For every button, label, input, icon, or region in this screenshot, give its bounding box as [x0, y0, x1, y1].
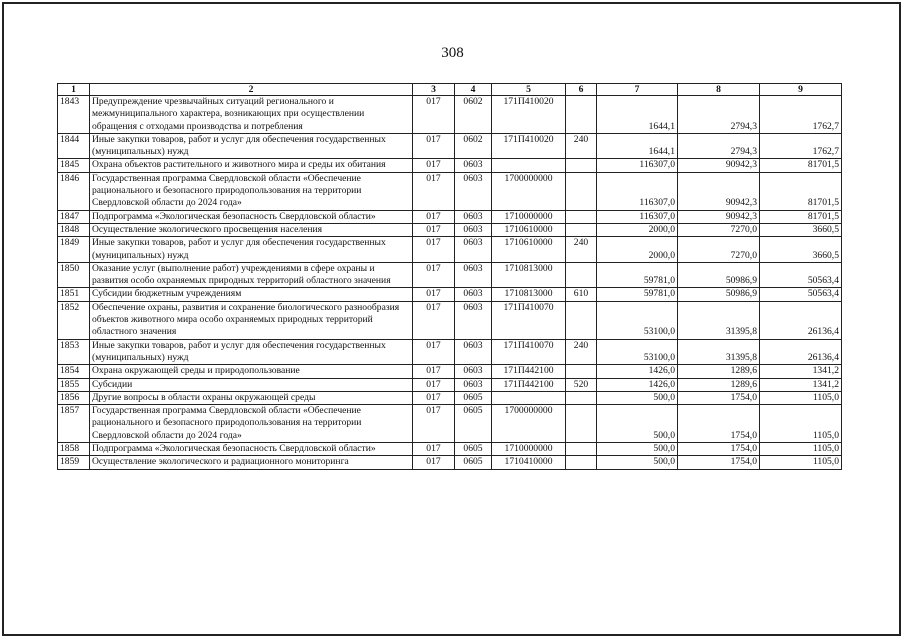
col7-value-cell: 1426,0	[597, 365, 678, 378]
col9-value-cell: 81701,5	[760, 159, 842, 172]
col3-cell: 017	[413, 456, 455, 469]
table-row	[58, 456, 842, 469]
col3-cell: 017	[413, 405, 455, 443]
col4-cell: 0603	[455, 223, 492, 236]
row-name-cell: Оказание услуг (выполнение работ) учреждениями в сфере охраны и развития особо охраняемых природных территорий областного значения	[90, 262, 413, 288]
row-number-cell: 1845	[58, 159, 90, 172]
col5-cell: 171П410070	[492, 301, 566, 339]
row-number-cell: 1858	[58, 443, 90, 456]
col6-cell: 240	[566, 237, 597, 263]
table-row	[58, 262, 842, 288]
col6-cell	[566, 456, 597, 469]
col5-cell: 1710610000	[492, 237, 566, 263]
col6-cell: 610	[566, 288, 597, 301]
row-name-cell: Подпрограмма «Экологическая безопасность Свердловской области»	[90, 443, 413, 456]
col5-cell: 1710813000	[492, 262, 566, 288]
row-name-cell: Субсидии	[90, 378, 413, 391]
col7-value-cell: 500,0	[597, 443, 678, 456]
row-number-cell: 1848	[58, 223, 90, 236]
row-name-cell: Предупреждение чрезвычайных ситуаций регионального и межмуниципального характера, возникающих при осуществлении обращения с отходами производства и потребления	[90, 96, 413, 134]
header-cell: 5	[492, 84, 566, 96]
col7-value-cell: 59781,0	[597, 262, 678, 288]
row-number-cell: 1849	[58, 237, 90, 263]
col4-cell: 0603	[455, 262, 492, 288]
col8-value-cell: 1754,0	[678, 391, 760, 404]
col9-value-cell: 3660,5	[760, 237, 842, 263]
row-number-cell: 1846	[58, 172, 90, 210]
col6-cell: 240	[566, 133, 597, 159]
col8-value-cell: 1289,6	[678, 378, 760, 391]
col4-cell: 0603	[455, 210, 492, 223]
header-cell: 6	[566, 84, 597, 96]
col9-value-cell: 26136,4	[760, 301, 842, 339]
row-number-cell: 1847	[58, 210, 90, 223]
row-number-cell: 1855	[58, 378, 90, 391]
table-row	[58, 378, 842, 391]
col9-value-cell: 1341,2	[760, 365, 842, 378]
row-number-cell: 1854	[58, 365, 90, 378]
table-row	[58, 223, 842, 236]
row-name-cell: Субсидии бюджетным учреждениям	[90, 288, 413, 301]
col8-value-cell: 1754,0	[678, 456, 760, 469]
col6-cell	[566, 301, 597, 339]
col6-cell	[566, 159, 597, 172]
col4-cell: 0603	[455, 237, 492, 263]
col9-value-cell: 1762,7	[760, 96, 842, 134]
table-row	[58, 365, 842, 378]
table-row	[58, 237, 842, 263]
col5-cell: 1700000000	[492, 405, 566, 443]
col6-cell	[566, 262, 597, 288]
row-name-cell: Обеспечение охраны, развития и сохранение биологического разнообразия объектов животного мира особо охраняемых природных территорий областного значения	[90, 301, 413, 339]
table-row	[58, 172, 842, 210]
table-row	[58, 210, 842, 223]
col4-cell: 0603	[455, 172, 492, 210]
col5-cell: 171П410020	[492, 96, 566, 134]
row-name-cell: Охрана окружающей среды и природопользование	[90, 365, 413, 378]
col3-cell: 017	[413, 159, 455, 172]
col3-cell: 017	[413, 96, 455, 134]
col8-value-cell: 2794,3	[678, 133, 760, 159]
budget-table	[57, 83, 842, 470]
col7-value-cell: 53100,0	[597, 301, 678, 339]
row-name-cell: Государственная программа Свердловской области «Обеспечение рационального и безопасного природопользования на территории Свердловской области до 2024 года»	[90, 405, 413, 443]
col3-cell: 017	[413, 237, 455, 263]
table-row	[58, 301, 842, 339]
col3-cell: 017	[413, 223, 455, 236]
col4-cell: 0603	[455, 301, 492, 339]
col3-cell: 017	[413, 210, 455, 223]
row-name-cell: Другие вопросы в области охраны окружающей среды	[90, 391, 413, 404]
col4-cell: 0603	[455, 378, 492, 391]
col9-value-cell: 1105,0	[760, 391, 842, 404]
col8-value-cell: 90942,3	[678, 210, 760, 223]
col6-cell: 520	[566, 378, 597, 391]
col5-cell: 1710610000	[492, 223, 566, 236]
col3-cell: 017	[413, 288, 455, 301]
row-name-cell: Государственная программа Свердловской области «Обеспечение рационального и безопасного природопользования на территории Свердловской области до 2024 года»	[90, 172, 413, 210]
col7-value-cell: 1644,1	[597, 96, 678, 134]
col8-value-cell: 7270,0	[678, 223, 760, 236]
col3-cell: 017	[413, 262, 455, 288]
row-number-cell: 1844	[58, 133, 90, 159]
col9-value-cell: 1105,0	[760, 456, 842, 469]
row-name-cell: Охрана объектов растительного и животного мира и среды их обитания	[90, 159, 413, 172]
col7-value-cell: 1426,0	[597, 378, 678, 391]
col9-value-cell: 81701,5	[760, 210, 842, 223]
row-number-cell: 1843	[58, 96, 90, 134]
header-cell: 3	[413, 84, 455, 96]
col9-value-cell: 81701,5	[760, 172, 842, 210]
col4-cell: 0605	[455, 443, 492, 456]
row-name-cell: Иные закупки товаров, работ и услуг для обеспечения государственных (муниципальных) нужд	[90, 133, 413, 159]
col5-cell	[492, 159, 566, 172]
col6-cell	[566, 223, 597, 236]
col6-cell	[566, 365, 597, 378]
col5-cell: 1710000000	[492, 210, 566, 223]
row-name-cell: Осуществление экологического и радиационного мониторинга	[90, 456, 413, 469]
col6-cell: 240	[566, 339, 597, 365]
col4-cell: 0603	[455, 339, 492, 365]
col4-cell: 0603	[455, 288, 492, 301]
col7-value-cell: 500,0	[597, 405, 678, 443]
col5-cell: 171П442100	[492, 378, 566, 391]
header-cell: 4	[455, 84, 492, 96]
table-row	[58, 159, 842, 172]
col9-value-cell: 50563,4	[760, 262, 842, 288]
row-number-cell: 1852	[58, 301, 90, 339]
col8-value-cell: 50986,9	[678, 262, 760, 288]
col9-value-cell: 26136,4	[760, 339, 842, 365]
col5-cell: 171П410020	[492, 133, 566, 159]
table-row	[58, 133, 842, 159]
col6-cell	[566, 443, 597, 456]
table-body	[58, 84, 842, 470]
table-row	[58, 288, 842, 301]
col5-cell	[492, 391, 566, 404]
col8-value-cell: 2794,3	[678, 96, 760, 134]
table-row	[58, 339, 842, 365]
col3-cell: 017	[413, 378, 455, 391]
col4-cell: 0605	[455, 405, 492, 443]
header-cell: 1	[58, 84, 90, 96]
col9-value-cell: 1105,0	[760, 443, 842, 456]
row-number-cell: 1856	[58, 391, 90, 404]
col8-value-cell: 1289,6	[678, 365, 760, 378]
col4-cell: 0602	[455, 133, 492, 159]
col3-cell: 017	[413, 391, 455, 404]
col5-cell: 171П410070	[492, 339, 566, 365]
col9-value-cell: 50563,4	[760, 288, 842, 301]
col7-value-cell: 53100,0	[597, 339, 678, 365]
table-row	[58, 443, 842, 456]
col7-value-cell: 116307,0	[597, 210, 678, 223]
col8-value-cell: 31395,8	[678, 301, 760, 339]
col9-value-cell: 1105,0	[760, 405, 842, 443]
col7-value-cell: 500,0	[597, 456, 678, 469]
col9-value-cell: 3660,5	[760, 223, 842, 236]
col7-value-cell: 116307,0	[597, 172, 678, 210]
header-cell: 9	[760, 84, 842, 96]
col9-value-cell: 1762,7	[760, 133, 842, 159]
col4-cell: 0603	[455, 365, 492, 378]
col4-cell: 0602	[455, 96, 492, 134]
col3-cell: 017	[413, 365, 455, 378]
col7-value-cell: 500,0	[597, 391, 678, 404]
col4-cell: 0605	[455, 391, 492, 404]
col7-value-cell: 1644,1	[597, 133, 678, 159]
col8-value-cell: 50986,9	[678, 288, 760, 301]
row-number-cell: 1857	[58, 405, 90, 443]
col6-cell	[566, 391, 597, 404]
row-name-cell: Иные закупки товаров, работ и услуг для обеспечения государственных (муниципальных) нужд	[90, 237, 413, 263]
header-cell: 2	[90, 84, 413, 96]
table-header-row	[58, 84, 842, 96]
col8-value-cell: 1754,0	[678, 443, 760, 456]
col6-cell	[566, 405, 597, 443]
col3-cell: 017	[413, 172, 455, 210]
row-number-cell: 1859	[58, 456, 90, 469]
col3-cell: 017	[413, 339, 455, 365]
table-row	[58, 405, 842, 443]
col5-cell: 1710813000	[492, 288, 566, 301]
col6-cell	[566, 172, 597, 210]
col5-cell: 1710410000	[492, 456, 566, 469]
col7-value-cell: 116307,0	[597, 159, 678, 172]
col8-value-cell: 31395,8	[678, 339, 760, 365]
col8-value-cell: 1754,0	[678, 405, 760, 443]
row-name-cell: Подпрограмма «Экологическая безопасность Свердловской области»	[90, 210, 413, 223]
col3-cell: 017	[413, 133, 455, 159]
page-number: 308	[441, 45, 464, 61]
col7-value-cell: 59781,0	[597, 288, 678, 301]
col4-cell: 0603	[455, 159, 492, 172]
row-name-cell: Иные закупки товаров, работ и услуг для обеспечения государственных (муниципальных) нужд	[90, 339, 413, 365]
header-cell: 8	[678, 84, 760, 96]
col7-value-cell: 2000,0	[597, 223, 678, 236]
col6-cell	[566, 210, 597, 223]
col5-cell: 1710000000	[492, 443, 566, 456]
col5-cell: 1700000000	[492, 172, 566, 210]
col3-cell: 017	[413, 443, 455, 456]
col7-value-cell: 2000,0	[597, 237, 678, 263]
row-number-cell: 1853	[58, 339, 90, 365]
col8-value-cell: 90942,3	[678, 159, 760, 172]
table-row	[58, 96, 842, 134]
col9-value-cell: 1341,2	[760, 378, 842, 391]
table-row	[58, 391, 842, 404]
header-cell: 7	[597, 84, 678, 96]
col8-value-cell: 7270,0	[678, 237, 760, 263]
col5-cell: 171П442100	[492, 365, 566, 378]
col3-cell: 017	[413, 301, 455, 339]
col6-cell	[566, 96, 597, 134]
col8-value-cell: 90942,3	[678, 172, 760, 210]
col4-cell: 0605	[455, 456, 492, 469]
row-name-cell: Осуществление экологического просвещения населения	[90, 223, 413, 236]
row-number-cell: 1851	[58, 288, 90, 301]
row-number-cell: 1850	[58, 262, 90, 288]
